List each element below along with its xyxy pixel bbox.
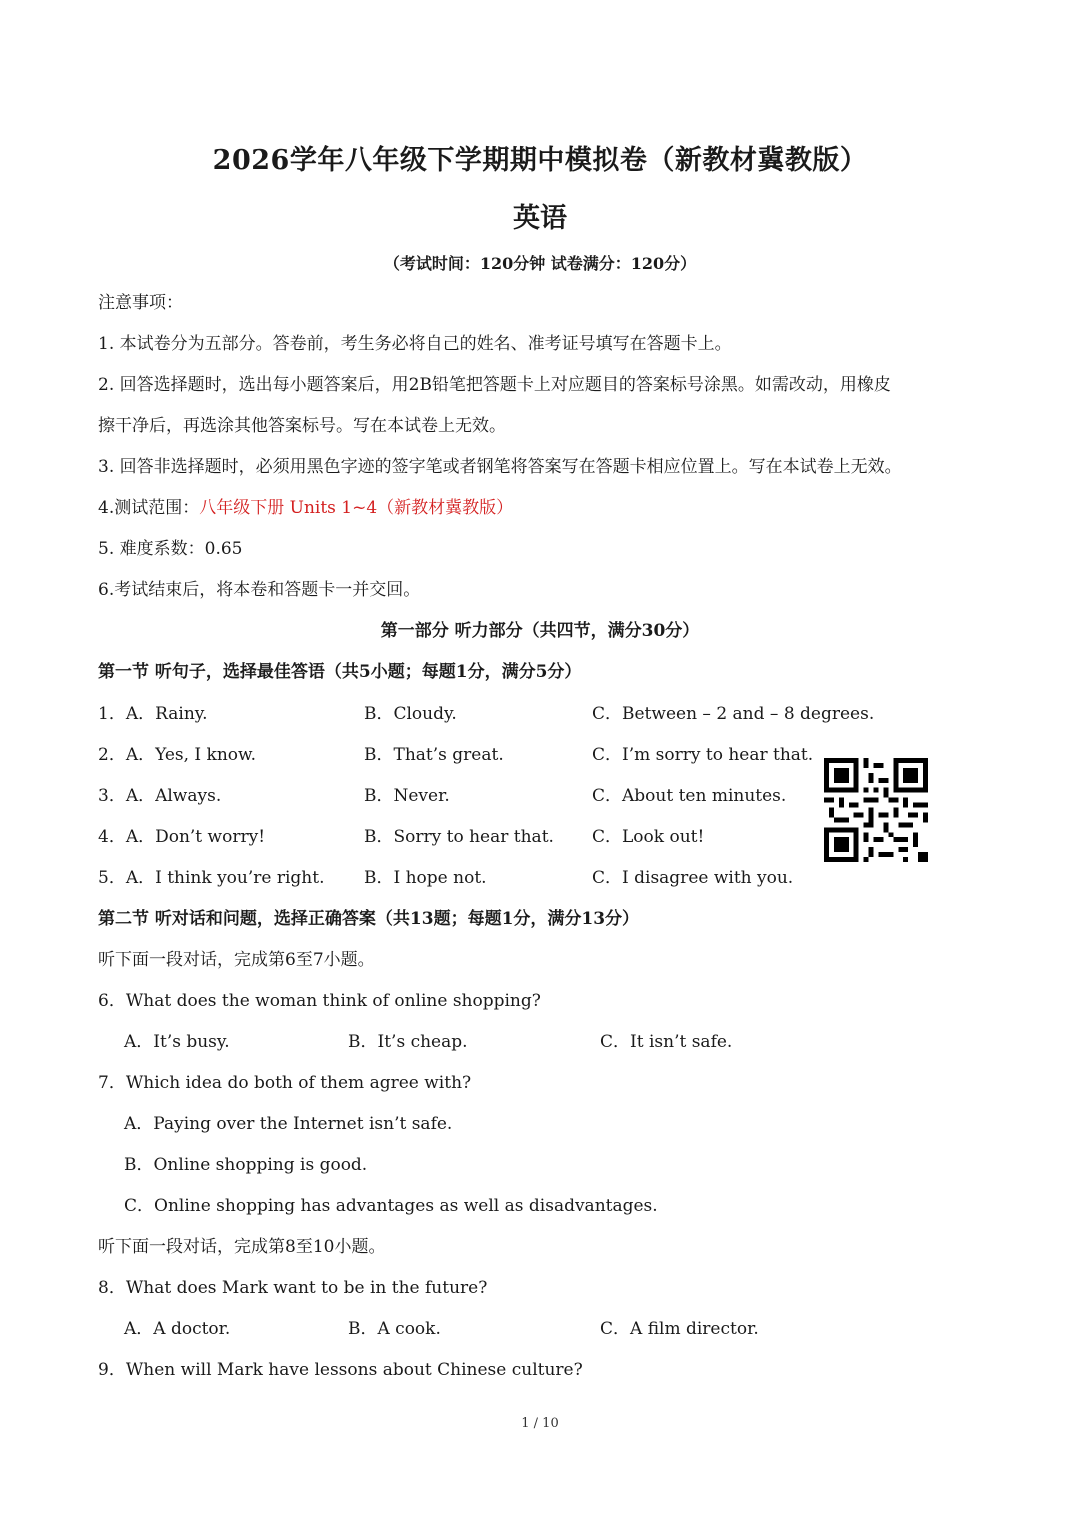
note-4	[98, 496, 513, 520]
q7-option-a: A．Paying over the Internet isn’t safe.	[124, 1114, 453, 1134]
q6-option-b: B．It’s cheap.	[348, 1032, 468, 1052]
q3-option-c: C．About ten minutes.	[592, 786, 787, 806]
exam-title: 2026学年八年级下学期期中模拟卷（新教材冀教版）	[212, 145, 868, 176]
note-6: 6.考试结束后，将本卷和答题卡一并交回。	[98, 580, 421, 600]
q1-option-a: 1．A．Rainy.	[98, 704, 208, 724]
q9-question: 9．When will Mark have lessons about Chinese culture?	[98, 1360, 583, 1380]
intro-8-10: 听下面一段对话，完成第8至10小题。	[98, 1237, 386, 1257]
section2-heading: 第二节 听对话和问题，选择正确答案（共13题；每题1分，满分13分）	[98, 909, 640, 929]
q5-option-b: B．I hope not.	[364, 868, 487, 888]
page-number: 1 / 10	[521, 1416, 559, 1431]
q8-question: 8．What does Mark want to be in the future?	[98, 1278, 488, 1298]
section1-heading: 第一节 听句子，选择最佳答语（共5小题；每题1分，满分5分）	[98, 662, 582, 682]
qr-code-image	[824, 758, 928, 862]
q4-option-c: C．Look out!	[592, 827, 705, 847]
q5-option-c: C．I disagree with you.	[592, 868, 794, 888]
q3-option-b: B．Never.	[364, 786, 450, 806]
q7-option-c: C．Online shopping has advantages as well as disadvantages.	[124, 1196, 658, 1216]
note-1: 1. 本试卷分为五部分。答卷前，考生务必将自己的姓名、准考证号填写在答题卡上。	[98, 334, 732, 354]
q6-option-c: C．It isn’t safe.	[600, 1032, 733, 1052]
q1-option-b: B．Cloudy.	[364, 704, 457, 724]
q2-option-c: C．I’m sorry to hear that.	[592, 745, 814, 765]
q4-option-a: 4．A．Don’t worry!	[98, 827, 266, 847]
q4-option-b: B．Sorry to hear that.	[364, 827, 554, 847]
q5-option-a: 5．A．I think you’re right.	[98, 868, 325, 888]
subject-title: 英语	[513, 203, 567, 234]
q8-option-b: B．A cook.	[348, 1319, 441, 1339]
test-range: 八年级下册 Units 1~4（新教材冀教版）	[199, 498, 514, 518]
q3-option-a: 3．A．Always.	[98, 786, 222, 806]
q2-option-a: 2．A．Yes, I know.	[98, 745, 256, 765]
q8-option-a: A．A doctor.	[124, 1319, 231, 1339]
note-2-line1: 2. 回答选择题时，选出每小题答案后，用2B铅笔把答题卡上对应题目的答案标号涂黑。如需改动，用橡皮	[98, 375, 891, 395]
q1-option-c: C．Between – 2 and – 8 degrees.	[592, 704, 875, 724]
q6-question: 6．What does the woman think of online shopping?	[98, 991, 541, 1011]
intro-6-7: 听下面一段对话，完成第6至7小题。	[98, 950, 375, 970]
q8-option-c: C．A film director.	[600, 1319, 759, 1339]
note-4-prefix: 4.测试范围：	[98, 498, 200, 518]
q7-option-b: B．Online shopping is good.	[124, 1155, 368, 1175]
note-2-line2: 擦干净后，再选涂其他答案标号。写在本试卷上无效。	[98, 416, 506, 436]
exam-info: （考试时间：120分钟 试卷满分：120分）	[383, 254, 697, 273]
note-3: 3. 回答非选择题时，必须用黑色字迹的签字笔或者钢笔将答案写在答题卡相应位置上。写在本试卷上无效。	[98, 457, 902, 477]
notes-heading: 注意事项：	[98, 293, 183, 313]
part1-heading: 第一部分 听力部分（共四节，满分30分）	[380, 621, 700, 641]
note-5: 5. 难度系数：0.65	[98, 539, 243, 559]
q6-option-a: A．It’s busy.	[124, 1032, 230, 1052]
q2-option-b: B．That’s great.	[364, 745, 504, 765]
q7-question: 7．Which idea do both of them agree with?	[98, 1073, 472, 1093]
